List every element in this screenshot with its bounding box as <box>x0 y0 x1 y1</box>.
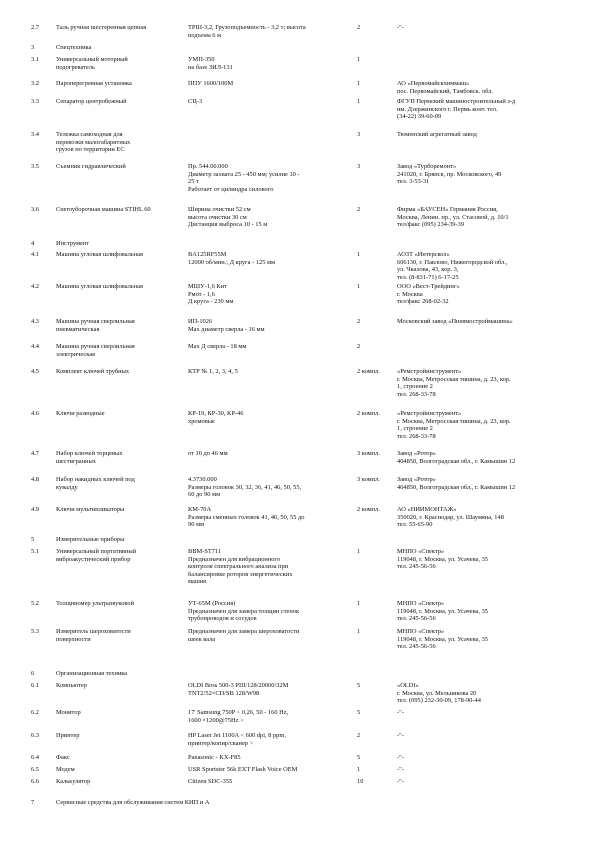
item-number: 4.8 <box>31 476 39 483</box>
item-supplier: «OLDI» г. Москва, ул. Мельникова 20 тел. (095) 232-30-09, 178-90-44 <box>397 682 481 705</box>
item-number: 6 <box>31 670 35 677</box>
item-number: 4.7 <box>31 450 39 457</box>
item-title: Измерительные приборы <box>56 536 125 543</box>
item-title: Машина угловая шлифовальная <box>56 251 143 258</box>
item-supplier: АО «НИИМОНТАЖ» 350020, г. Краснодар, ул. Шаумяна, 148 тел. 55-65-90 <box>397 506 504 529</box>
item-quantity: 3 компл. <box>357 450 380 457</box>
item-supplier: МНПО «Спектр» 119048, г. Москва, ул. Усачева, 35 тел. 245-56-56 <box>397 548 488 571</box>
item-number: 5 <box>31 536 35 543</box>
item-number: 3.6 <box>31 206 39 213</box>
item-number: 4.1 <box>31 251 39 258</box>
item-number: 3.4 <box>31 131 39 138</box>
item-quantity: 2 компл. <box>357 410 380 417</box>
item-title: Тележка самоходная для перевозки малогабаритных грузов по территории ЕС <box>56 131 131 154</box>
item-quantity: 2 <box>357 343 361 350</box>
item-title: Съемник гидравлический <box>56 163 126 170</box>
item-characteristics: СЦ-3 <box>188 98 203 105</box>
item-supplier: АОЗТ «Интерскол» 606130, г. Павлово, Нижегородской обл., ул. Чкалова, 43, кор. 3, тел. (8-831-71) 6-17-25 <box>397 251 508 281</box>
item-characteristics: УМП-350 на базе ЗИЛ-131 <box>188 56 233 71</box>
item-title: Толщиномер ультразвуковой <box>56 600 134 607</box>
item-number: 3.5 <box>31 163 39 170</box>
item-title: Машина угловая шлифовальная <box>56 283 143 290</box>
item-characteristics: КР-19, КР-30, КР-46 хромовые <box>188 410 244 425</box>
item-supplier: -"- <box>397 732 404 739</box>
item-title: Ключи разводные <box>56 410 105 417</box>
item-number: 4 <box>31 240 35 247</box>
item-characteristics: Citizen SDC-355 <box>188 778 233 785</box>
item-supplier: «Ремстройинструмент» г. Москва, Метросская тишина, д. 23, кор. 1, строение 2 тел. 268-33-78 <box>397 410 511 440</box>
item-number: 2.7 <box>31 24 39 31</box>
item-title: Организационная техника <box>56 670 128 677</box>
item-quantity: 1 <box>357 80 361 87</box>
item-quantity: 1 <box>357 98 361 105</box>
item-supplier: «Ремстройинструмент» г. Москва, Метросская тишина, д. 23, кор. 1, строение 2 тел. 268-33-78 <box>397 368 511 398</box>
item-supplier: -"- <box>397 709 404 716</box>
item-characteristics: OLDI Boss 500-3 PIII/128/20000/32M TNT2/52×CD/SB 128/W98 <box>188 682 289 697</box>
item-supplier: ФГУП Пермский машиностроительный з-д им. Дзержинского г. Пермь конт. тел. (34-22) 39-60-09 <box>397 98 516 121</box>
item-number: 3.1 <box>31 56 39 63</box>
item-title: Принтер <box>56 732 80 739</box>
item-supplier: -"- <box>397 754 404 761</box>
item-title: Таль ручная шестеренная цепная <box>56 24 147 31</box>
item-quantity: 2 <box>357 318 361 325</box>
item-title: Спецтехника <box>56 44 92 51</box>
item-characteristics: КТР № 1, 2, 3, 4, 5 <box>188 368 238 375</box>
item-characteristics: КМ-70А Размеры сменных головок 41, 46, 50, 55 до 90 мм <box>188 506 305 529</box>
item-supplier: -"- <box>397 24 404 31</box>
item-supplier: Московский завод «Пневмостроймашина» <box>397 318 513 325</box>
item-characteristics: Предназначен для замера шероховатости шеек вала <box>188 628 300 643</box>
item-supplier: -"- <box>397 766 404 773</box>
item-title: Комплект ключей трубных <box>56 368 130 375</box>
item-number: 5.2 <box>31 600 39 607</box>
item-number: 3.3 <box>31 98 39 105</box>
item-characteristics: Мах Д сверла - 18 мм <box>188 343 247 350</box>
item-supplier: Фирма «БАУСЕН» Германия Россия, Москва, Ленин. пр., ул. Стасовой, д. 10/1 тел/факс (095) 234-39-39 <box>397 206 509 229</box>
item-supplier: Завод «Ротор» 404850, Волгоградская обл., г. Камышин 12 <box>397 450 516 465</box>
item-title: Измеритель шероховатости поверхности <box>56 628 131 643</box>
item-title: Сервисные средства для обслуживания систем КИП и А <box>56 799 210 806</box>
item-title: Сепаратор центробежный <box>56 98 127 105</box>
item-quantity: 2 <box>357 732 361 739</box>
item-supplier: МНПО «Спектр» 119048, г. Москва, ул. Усачева, 35 тел. 245-56-56 <box>397 600 488 623</box>
item-supplier: Тюменский агрегатный завод <box>397 131 477 138</box>
item-quantity: 1 <box>357 766 361 773</box>
item-quantity: 1 <box>357 283 361 290</box>
item-number: 5.1 <box>31 548 39 555</box>
item-quantity: 1 <box>357 548 361 555</box>
item-quantity: 2 <box>357 24 361 31</box>
item-supplier: -"- <box>397 778 404 785</box>
item-number: 6.2 <box>31 709 39 716</box>
item-number: 4.5 <box>31 368 39 375</box>
item-quantity: 5 <box>357 682 361 689</box>
item-supplier: Завод «Турборемонт» 241020, г. Брянск, пр. Московского, 49 тел. 3-53-31 <box>397 163 502 186</box>
item-number: 6.1 <box>31 682 39 689</box>
item-title: Универсальный моторный подогреватель <box>56 56 128 71</box>
item-number: 4.2 <box>31 283 39 290</box>
item-number: 4.3 <box>31 318 39 325</box>
item-characteristics: от 10 до 46 мм <box>188 450 228 457</box>
item-title: Монитор <box>56 709 81 716</box>
item-supplier: ООО «Вест-Трейдинг» г. Москва тел/факс 268-02-32 <box>397 283 460 306</box>
item-number: 6.5 <box>31 766 39 773</box>
item-number: 3.2 <box>31 80 39 87</box>
item-title: Снегоуборочная машина STIHL 60 <box>56 206 151 213</box>
item-quantity: 3 <box>357 131 361 138</box>
item-title: Набор ключей торцевых шестигранных <box>56 450 123 465</box>
item-characteristics: 4.3730.000 Размеры головок 30, 32, 36, 41, 46, 50, 55, 60 до 90 мм <box>188 476 302 499</box>
item-number: 4.4 <box>31 343 39 350</box>
item-characteristics: Пр. 544.00.000 Диаметр захвата 25 - 450 мм; усилие 10 - 25 т Работает от цилиндра силового <box>188 163 300 193</box>
item-characteristics: BA125RF55M 12000 об/мин.; Д круга - 125 мм <box>188 251 276 266</box>
item-number: 3 <box>31 44 35 51</box>
item-title: Инструмент <box>56 240 90 247</box>
item-number: 7 <box>31 799 35 806</box>
item-number: 6.4 <box>31 754 39 761</box>
item-number: 6.6 <box>31 778 39 785</box>
item-title: Калькулятор <box>56 778 91 785</box>
item-title: Машина ручная сверлильная электрическая <box>56 343 135 358</box>
item-characteristics: ВВМ-ST711 Предназначен для вибрационного контроля спектрального анализа при балансировке роторов энергетических машин <box>188 548 293 586</box>
item-quantity: 2 компл. <box>357 506 380 513</box>
item-quantity: 1 <box>357 251 361 258</box>
item-supplier: МНПО «Спектр» 119048, г. Москва, ул. Усачева, 35 тел. 245-56-56 <box>397 628 488 651</box>
item-quantity: 1 <box>357 628 361 635</box>
item-characteristics: Ширина очистки 52 см высота очистки 30 см Дистанция выброса 10 - 15 м <box>188 206 268 229</box>
item-title: Факс <box>56 754 70 761</box>
item-quantity: 5 <box>357 754 361 761</box>
item-characteristics: HP Laser Jet 1100A < 600 dpi, 8 ppm, принтер/копир/сканер > <box>188 732 286 747</box>
item-supplier: АО «Первомайскхиммаш» пос. Первомайский, Тамбовск. обл. <box>397 80 493 95</box>
item-characteristics: Panasonic - KX-F85 <box>188 754 241 761</box>
item-quantity: 1 <box>357 56 361 63</box>
item-title: Пароперегревная установка <box>56 80 132 87</box>
item-title: Ключи мультипликаторы <box>56 506 125 513</box>
item-characteristics: ИП-1026 Мах диаметр сверла - 16 мм <box>188 318 265 333</box>
item-characteristics: 17' Samsung 750P < 0,26, 50 - 160 Hz, 1600 ×1200@75Hz > <box>188 709 289 724</box>
item-characteristics: ТРШ-3,2, Грузоподъемность - 3,2 т; высота подъема 6 м <box>188 24 306 39</box>
item-characteristics: МШУ-1,6 Кит Рмот - 1,6 Д круга - 230 мм <box>188 283 234 306</box>
item-supplier: Завод «Ротор» 404850, Волгоградская обл., г. Камышин 12 <box>397 476 516 491</box>
item-title: Модем <box>56 766 75 773</box>
item-quantity: 2 компл. <box>357 368 380 375</box>
item-title: Универсальный портативный виброакустический прибор <box>56 548 137 563</box>
item-quantity: 5 <box>357 709 361 716</box>
item-quantity: 2 <box>357 206 361 213</box>
item-quantity: 10 <box>357 778 364 785</box>
item-title: Компьютер <box>56 682 87 689</box>
item-characteristics: USR Sportster 56k EXT Flash Voice OEM <box>188 766 298 773</box>
item-title: Набор накидных ключей под кувалду <box>56 476 135 491</box>
item-quantity: 1 <box>357 600 361 607</box>
item-quantity: 3 <box>357 163 361 170</box>
item-title: Машина ручная сверлильная пневматическая <box>56 318 135 333</box>
item-characteristics: ППУ 1600/100М <box>188 80 234 87</box>
item-number: 4.9 <box>31 506 39 513</box>
item-quantity: 3 компл. <box>357 476 380 483</box>
item-number: 4.6 <box>31 410 39 417</box>
item-number: 6.3 <box>31 732 39 739</box>
item-characteristics: УТ-65М (Россия) Предназначен для замера толщин стенок трубопроводов и сосудов <box>188 600 300 623</box>
item-number: 5.3 <box>31 628 39 635</box>
